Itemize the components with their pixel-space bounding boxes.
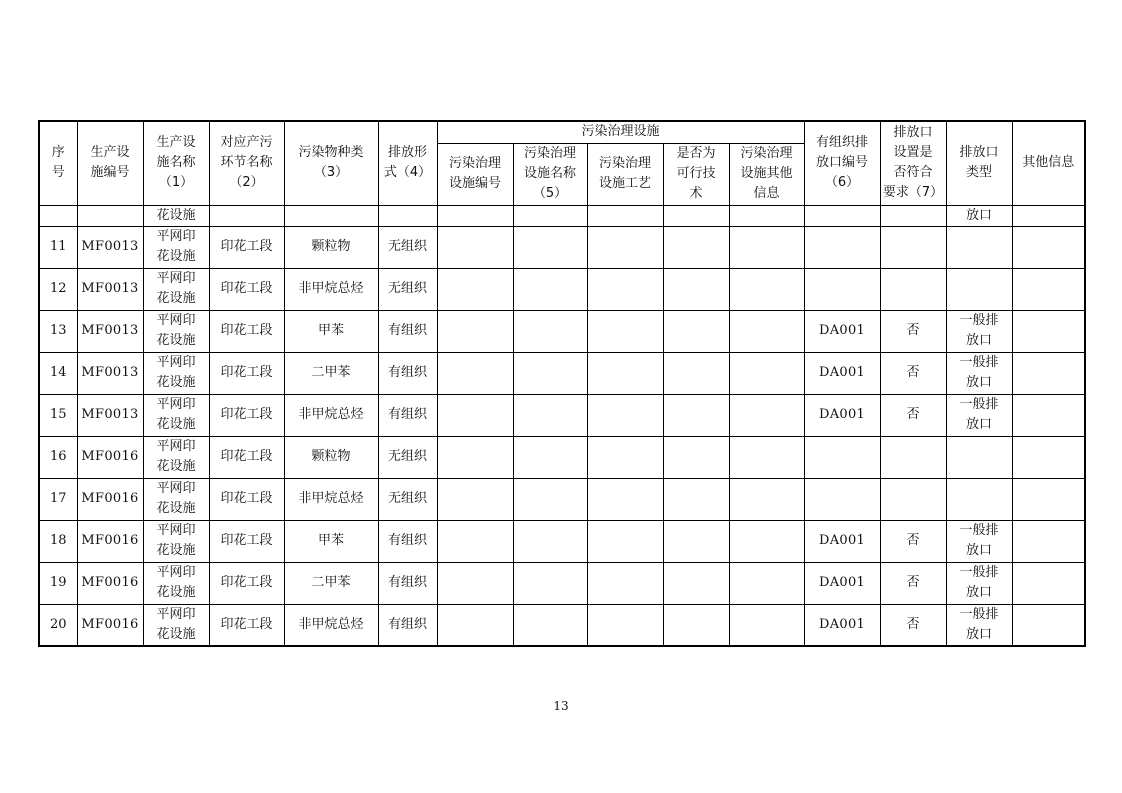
header-process: 对应产污 环节名称 （2） [209, 121, 284, 205]
cell-feasible [663, 205, 729, 226]
cell-treatment-process [587, 604, 663, 646]
page-number: 13 [553, 699, 569, 713]
header-feasible: 是否为 可行技 术 [663, 143, 729, 205]
cell-outlet-id [804, 436, 880, 478]
cell-outlet-type [946, 436, 1012, 478]
cell-treatment-other [729, 394, 804, 436]
cell-pollutant: 颗粒物 [284, 436, 378, 478]
cell-process: 印花工段 [209, 394, 284, 436]
cell-pollutant: 非甲烷总烃 [284, 268, 378, 310]
header-treatment-name: 污染治理 设施名称 （5） [513, 143, 587, 205]
cell-treatment-id [437, 310, 513, 352]
cell-other-info [1012, 226, 1085, 268]
table-row [39, 436, 1085, 478]
cell-facility-id [77, 205, 143, 226]
cell-emission-form: 有组织 [378, 604, 437, 646]
cell-other-info [1012, 562, 1085, 604]
cell-treatment-name [513, 310, 587, 352]
cell-emission-form: 有组织 [378, 310, 437, 352]
cell-treatment-other [729, 226, 804, 268]
cell-seq: 19 [39, 562, 77, 604]
cell-emission-form: 无组织 [378, 268, 437, 310]
cell-outlet-id: DA001 [804, 604, 880, 646]
cell-outlet-type: 放口 [946, 205, 1012, 226]
cell-facility-id: MF0016 [77, 562, 143, 604]
header-other-info: 其他信息 [1012, 121, 1085, 205]
cell-pollutant: 甲苯 [284, 310, 378, 352]
cell-facility-name: 平网印 花设施 [143, 310, 209, 352]
cell-treatment-name [513, 562, 587, 604]
cell-emission-form: 有组织 [378, 352, 437, 394]
cell-treatment-process [587, 394, 663, 436]
cell-seq: 18 [39, 520, 77, 562]
cell-seq: 11 [39, 226, 77, 268]
cell-treatment-other [729, 562, 804, 604]
cell-treatment-other [729, 604, 804, 646]
cell-facility-id: MF0016 [77, 604, 143, 646]
header-facility-id: 生产设 施编号 [77, 121, 143, 205]
cell-facility-id: MF0016 [77, 520, 143, 562]
cell-treatment-other [729, 520, 804, 562]
cell-emission-form: 有组织 [378, 394, 437, 436]
table-row [39, 562, 1085, 604]
cell-pollutant: 非甲烷总烃 [284, 478, 378, 520]
cell-outlet-id: DA001 [804, 562, 880, 604]
cell-process: 印花工段 [209, 436, 284, 478]
header-seq: 序 号 [39, 121, 77, 205]
cell-outlet-compliant [880, 478, 946, 520]
cell-process: 印花工段 [209, 310, 284, 352]
cell-treatment-other [729, 310, 804, 352]
cell-treatment-name [513, 478, 587, 520]
cell-facility-id: MF0013 [77, 226, 143, 268]
header-emission-form: 排放形 式（4） [378, 121, 437, 205]
cell-process: 印花工段 [209, 268, 284, 310]
cell-treatment-id [437, 205, 513, 226]
cell-facility-id: MF0013 [77, 268, 143, 310]
cell-feasible [663, 436, 729, 478]
cell-facility-id: MF0013 [77, 394, 143, 436]
cell-other-info [1012, 520, 1085, 562]
cell-outlet-id: DA001 [804, 520, 880, 562]
cell-feasible [663, 268, 729, 310]
cell-feasible [663, 226, 729, 268]
table-row [39, 352, 1085, 394]
cell-outlet-type: 一般排 放口 [946, 562, 1012, 604]
cell-seq: 14 [39, 352, 77, 394]
cell-treatment-id [437, 268, 513, 310]
cell-facility-name: 平网印 花设施 [143, 478, 209, 520]
cell-treatment-process [587, 205, 663, 226]
cell-treatment-process [587, 352, 663, 394]
cell-outlet-id [804, 205, 880, 226]
cell-outlet-type: 一般排 放口 [946, 352, 1012, 394]
cell-outlet-type: 一般排 放口 [946, 394, 1012, 436]
cell-treatment-name [513, 394, 587, 436]
cell-treatment-process [587, 268, 663, 310]
cell-treatment-name [513, 604, 587, 646]
cell-process: 印花工段 [209, 604, 284, 646]
cell-emission-form: 无组织 [378, 478, 437, 520]
cell-pollutant: 二甲苯 [284, 352, 378, 394]
cell-facility-id: MF0016 [77, 436, 143, 478]
cell-process [209, 205, 284, 226]
cell-pollutant: 甲苯 [284, 520, 378, 562]
cell-treatment-name [513, 205, 587, 226]
cell-outlet-type: 一般排 放口 [946, 520, 1012, 562]
cell-pollutant: 颗粒物 [284, 226, 378, 268]
cell-other-info [1012, 436, 1085, 478]
cell-emission-form: 无组织 [378, 226, 437, 268]
cell-seq: 20 [39, 604, 77, 646]
table-row [39, 478, 1085, 520]
cell-treatment-other [729, 268, 804, 310]
cell-feasible [663, 310, 729, 352]
cell-feasible [663, 562, 729, 604]
cell-treatment-process [587, 310, 663, 352]
cell-seq: 15 [39, 394, 77, 436]
table-row [39, 394, 1085, 436]
header-outlet-id: 有组织排 放口编号 （6） [804, 121, 880, 205]
cell-treatment-process [587, 478, 663, 520]
cell-facility-id: MF0013 [77, 352, 143, 394]
cell-outlet-id: DA001 [804, 352, 880, 394]
cell-outlet-compliant [880, 268, 946, 310]
continuation-row [39, 205, 1085, 226]
cell-outlet-compliant: 否 [880, 562, 946, 604]
header-pollutant: 污染物种类 （3） [284, 121, 378, 205]
cell-outlet-compliant: 否 [880, 604, 946, 646]
cell-feasible [663, 352, 729, 394]
cell-facility-name: 平网印 花设施 [143, 352, 209, 394]
cell-treatment-id [437, 562, 513, 604]
cell-treatment-id [437, 604, 513, 646]
table-row [39, 604, 1085, 646]
cell-facility-id: MF0013 [77, 310, 143, 352]
cell-outlet-compliant: 否 [880, 394, 946, 436]
cell-facility-name: 平网印 花设施 [143, 520, 209, 562]
cell-treatment-other [729, 352, 804, 394]
cell-outlet-compliant [880, 436, 946, 478]
cell-treatment-name [513, 436, 587, 478]
cell-treatment-name [513, 520, 587, 562]
cell-treatment-id [437, 436, 513, 478]
cell-other-info [1012, 604, 1085, 646]
cell-seq [39, 205, 77, 226]
cell-facility-name: 平网印 花设施 [143, 562, 209, 604]
cell-facility-name: 平网印 花设施 [143, 436, 209, 478]
cell-treatment-process [587, 520, 663, 562]
cell-outlet-id: DA001 [804, 310, 880, 352]
cell-treatment-id [437, 226, 513, 268]
cell-feasible [663, 604, 729, 646]
cell-emission-form: 无组织 [378, 436, 437, 478]
table-row [39, 520, 1085, 562]
cell-treatment-other [729, 205, 804, 226]
cell-other-info [1012, 310, 1085, 352]
cell-other-info [1012, 394, 1085, 436]
cell-facility-id: MF0016 [77, 478, 143, 520]
header-outlet-compliant: 排放口 设置是 否符合 要求（7） [880, 121, 946, 205]
cell-other-info [1012, 478, 1085, 520]
cell-treatment-name [513, 226, 587, 268]
cell-seq: 16 [39, 436, 77, 478]
cell-outlet-id: DA001 [804, 394, 880, 436]
cell-pollutant: 非甲烷总烃 [284, 604, 378, 646]
header-treatment-group: 污染治理设施 [437, 121, 804, 143]
cell-pollutant: 二甲苯 [284, 562, 378, 604]
cell-outlet-id [804, 268, 880, 310]
table-row [39, 226, 1085, 268]
cell-outlet-compliant: 否 [880, 352, 946, 394]
cell-treatment-id [437, 478, 513, 520]
cell-treatment-name [513, 268, 587, 310]
cell-facility-name: 平网印 花设施 [143, 268, 209, 310]
cell-outlet-type: 一般排 放口 [946, 604, 1012, 646]
table-row [39, 268, 1085, 310]
cell-treatment-process [587, 562, 663, 604]
cell-process: 印花工段 [209, 562, 284, 604]
header-outlet-type: 排放口 类型 [946, 121, 1012, 205]
cell-process: 印花工段 [209, 478, 284, 520]
cell-treatment-other [729, 436, 804, 478]
cell-outlet-type [946, 478, 1012, 520]
cell-treatment-name [513, 352, 587, 394]
cell-outlet-type [946, 226, 1012, 268]
table-row [39, 310, 1085, 352]
header-facility-name: 生产设 施名称 （1） [143, 121, 209, 205]
cell-process: 印花工段 [209, 226, 284, 268]
cell-outlet-compliant: 否 [880, 310, 946, 352]
header-treatment-process: 污染治理 设施工艺 [587, 143, 663, 205]
cell-other-info [1012, 205, 1085, 226]
cell-outlet-compliant [880, 205, 946, 226]
cell-treatment-id [437, 394, 513, 436]
cell-treatment-process [587, 226, 663, 268]
cell-process: 印花工段 [209, 352, 284, 394]
cell-facility-name: 平网印 花设施 [143, 604, 209, 646]
cell-seq: 12 [39, 268, 77, 310]
cell-outlet-compliant: 否 [880, 520, 946, 562]
cell-emission-form: 有组织 [378, 562, 437, 604]
table-body [39, 205, 1085, 646]
cell-seq: 13 [39, 310, 77, 352]
cell-outlet-type: 一般排 放口 [946, 310, 1012, 352]
cell-emission-form: 有组织 [378, 520, 437, 562]
header-treatment-other: 污染治理 设施其他 信息 [729, 143, 804, 205]
cell-feasible [663, 520, 729, 562]
cell-feasible [663, 478, 729, 520]
cell-treatment-process [587, 436, 663, 478]
cell-other-info [1012, 268, 1085, 310]
table-header [39, 121, 1085, 205]
cell-other-info [1012, 352, 1085, 394]
cell-process: 印花工段 [209, 520, 284, 562]
cell-facility-name: 平网印 花设施 [143, 394, 209, 436]
cell-treatment-id [437, 520, 513, 562]
cell-pollutant [284, 205, 378, 226]
cell-treatment-id [437, 352, 513, 394]
cell-seq: 17 [39, 478, 77, 520]
cell-facility-name: 平网印 花设施 [143, 226, 209, 268]
cell-emission-form [378, 205, 437, 226]
header-treatment-id: 污染治理 设施编号 [437, 143, 513, 205]
cell-outlet-id [804, 478, 880, 520]
cell-outlet-type [946, 268, 1012, 310]
cell-treatment-other [729, 478, 804, 520]
cell-pollutant: 非甲烷总烃 [284, 394, 378, 436]
cell-outlet-id [804, 226, 880, 268]
cell-feasible [663, 394, 729, 436]
pollutant-facility-table [38, 120, 1086, 647]
cell-outlet-compliant [880, 226, 946, 268]
cell-facility-name: 花设施 [143, 205, 209, 226]
